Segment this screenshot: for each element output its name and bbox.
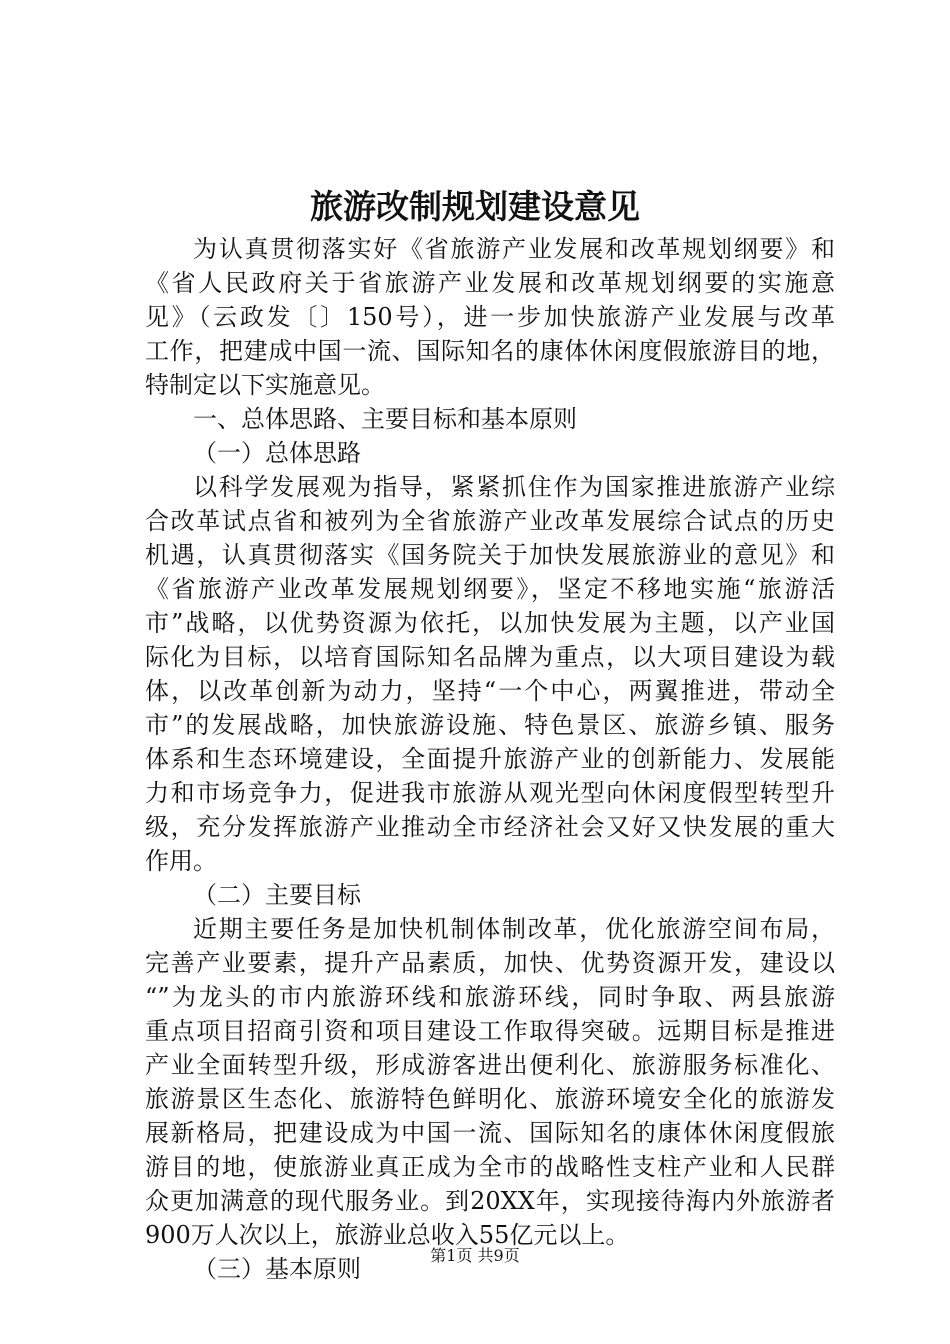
paragraph-line: 900万人次以上，旅游业总收入55亿元以上。 [145, 1221, 630, 1249]
paragraph-line: 体，以改革创新为动力，坚持“一个中心，两翼推进，带动全 [145, 677, 835, 705]
paragraph-line: 《省旅游产业改革发展规划纲要》，坚定不移地实施“旅游活 [145, 575, 835, 603]
paragraph-line: 完善产业要素，提升产品素质，加快、优势资源开发，建设以 [145, 949, 835, 977]
paragraph-line: 近期主要任务是加快机制体制改革，优化旅游空间布局， [193, 915, 835, 943]
paragraph-line: 众更加满意的现代服务业。到20XX年，实现接待海内外旅游者 [145, 1187, 835, 1215]
subsection-heading: （二）主要目标 [193, 881, 361, 909]
paragraph-line: 见》（云政发〔〕150号），进一步加快旅游产业发展与改革 [145, 303, 835, 331]
paragraph-line: 力和市场竞争力，促进我市旅游从观光型向休闲度假型转型升 [145, 779, 835, 807]
paragraph-line: 以科学发展观为指导，紧紧抓住作为国家推进旅游产业综 [193, 473, 835, 501]
paragraph-line: 为认真贯彻落实好《省旅游产业发展和改革规划纲要》和 [193, 235, 835, 263]
paragraph-line: 机遇，认真贯彻落实《国务院关于加快发展旅游业的意见》和 [145, 541, 835, 569]
paragraph-line: 工作，把建成中国一流、国际知名的康体休闲度假旅游目的地， [145, 337, 835, 365]
paragraph-line: 展新格局，把建设成为中国一流、国际知名的康体休闲度假旅 [145, 1119, 835, 1147]
paragraph-line: “”为龙头的市内旅游环线和旅游环线，同时争取、两县旅游 [145, 983, 835, 1011]
paragraph-line: 旅游景区生态化、旅游特色鲜明化、旅游环境安全化的旅游发 [145, 1085, 835, 1113]
section-heading: 一、总体思路、主要目标和基本原则 [193, 405, 577, 433]
paragraph-line: 市”的发展战略，加快旅游设施、特色景区、旅游乡镇、服务 [145, 711, 835, 739]
paragraph-line: 重点项目招商引资和项目建设工作取得突破。远期目标是推进 [145, 1017, 835, 1045]
paragraph-line: 合改革试点省和被列为全省旅游产业改革发展综合试点的历史 [145, 507, 835, 535]
paragraph-line: 际化为目标，以培育国际知名品牌为重点，以大项目建设为载 [145, 643, 835, 671]
paragraph-line: 特制定以下实施意见。 [145, 371, 385, 399]
paragraph-line: 体系和生态环境建设，全面提升旅游产业的创新能力、发展能 [145, 745, 835, 773]
page-footer: 第1页 共9页 [430, 1246, 520, 1265]
subsection-heading: （三）基本原则 [193, 1255, 361, 1283]
subsection-heading: （一）总体思路 [193, 439, 361, 467]
paragraph-line: 游目的地，使旅游业真正成为全市的战略性支柱产业和人民群 [145, 1153, 835, 1181]
paragraph-line: 级，充分发挥旅游产业推动全市经济社会又好又快发展的重大 [145, 813, 835, 841]
paragraph-line: 作用。 [145, 847, 217, 875]
paragraph-line: 市”战略，以优势资源为依托，以加快发展为主题，以产业国 [145, 609, 835, 637]
paragraph-line: 《省人民政府关于省旅游产业发展和改革规划纲要的实施意 [145, 269, 835, 297]
paragraph-line: 产业全面转型升级，形成游客进出便利化、旅游服务标准化、 [145, 1051, 835, 1079]
document-title: 旅游改制规划建设意见 [310, 187, 640, 226]
document-body [145, 232, 835, 1286]
